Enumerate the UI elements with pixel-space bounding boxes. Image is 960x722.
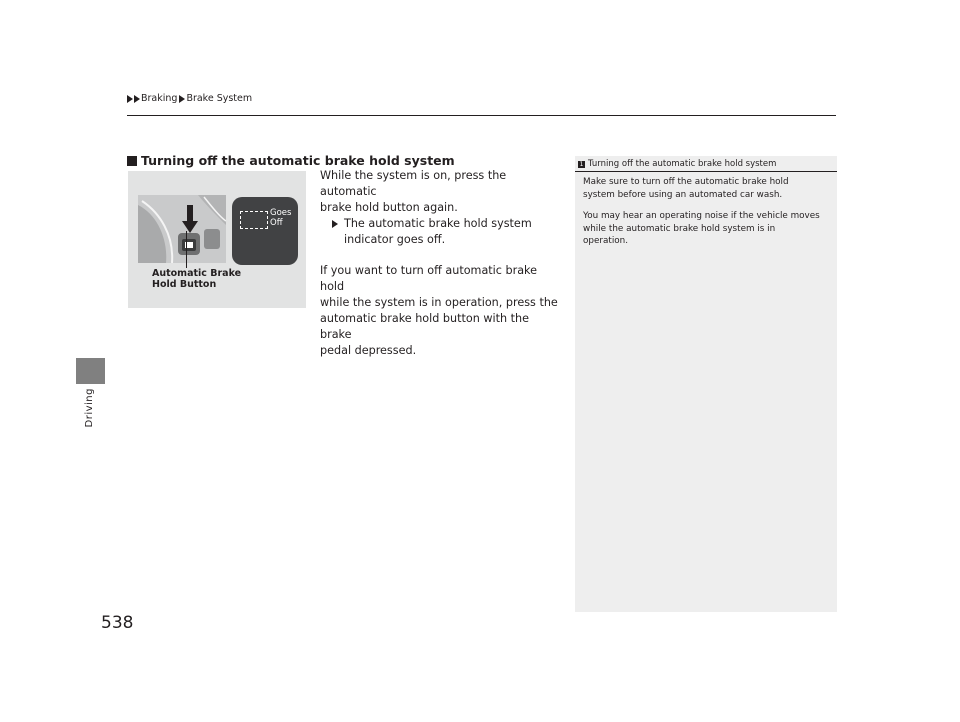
paragraph-1 — [320, 168, 560, 216]
automatic-brake-hold-button-callout — [152, 268, 241, 290]
section-tab-marker — [76, 358, 105, 384]
callout-line-2: Hold Button — [152, 279, 217, 290]
paragraph-1-line-2: brake hold button again. — [320, 201, 458, 214]
result-item — [332, 216, 560, 248]
section-tab-label: Driving — [84, 388, 95, 428]
paragraph-2-line-3: automatic brake hold button with the brake — [320, 312, 530, 341]
breadcrumb-arrow-icon — [127, 95, 133, 103]
callout-leader-line — [186, 231, 187, 268]
section-heading-text: Turning off the automatic brake hold system — [141, 153, 455, 168]
paragraph-1-line-1: While the system is on, press the automatic — [320, 169, 507, 198]
body-text — [320, 168, 560, 359]
paragraph-2-line-1: If you want to turn off automatic brake hold — [320, 264, 538, 293]
breadcrumb-item-brake-system[interactable]: Brake System — [186, 93, 253, 104]
paragraph-2-line-2: while the system is in operation, press the — [320, 296, 558, 309]
breadcrumb-arrow-icon — [179, 95, 185, 103]
note-title — [578, 159, 776, 169]
header-rule — [127, 115, 836, 116]
note-p2-line-3: operation. — [583, 236, 629, 246]
note-p2-line-1: You may hear an operating noise if the vehicle moves — [583, 211, 820, 221]
heading-square-icon — [127, 156, 137, 166]
section-heading — [127, 153, 455, 168]
breadcrumb-item-braking[interactable]: Braking — [141, 93, 178, 104]
note-panel — [575, 156, 837, 612]
note-rule — [575, 171, 837, 172]
indicator-off-label: Off — [270, 217, 283, 228]
paragraph-2 — [320, 263, 560, 359]
callout-line-1: Automatic Brake — [152, 268, 242, 279]
console-button-illustration — [138, 195, 226, 263]
result-line-2: indicator goes off. — [344, 233, 446, 246]
paragraph-2-line-4: pedal depressed. — [320, 344, 417, 357]
illustration — [128, 171, 306, 308]
instrument-panel-display — [232, 197, 298, 265]
note-body — [583, 176, 835, 248]
breadcrumb — [127, 93, 254, 104]
indicator-goes-label: Goes — [270, 208, 292, 218]
note-p2-line-2: while the automatic brake hold system is in — [583, 223, 776, 234]
note-p1-line-2: system before using an automated car wash. — [583, 189, 783, 200]
note-paragraph-2 — [583, 210, 835, 248]
brake-hold-indicator-icon — [240, 211, 268, 229]
result-arrow-icon — [332, 220, 338, 228]
note-paragraph-1 — [583, 176, 835, 201]
page-number: 538 — [101, 613, 134, 633]
note-reference-icon: 1 — [579, 160, 584, 168]
note-p1-line-1: Make sure to turn off the automatic brake hold — [583, 177, 789, 187]
note-title-text: Turning off the automatic brake hold system — [588, 159, 777, 169]
indicator-goes-off-label — [270, 209, 296, 228]
breadcrumb-arrow-icon — [134, 95, 140, 103]
result-item-text — [344, 216, 532, 248]
result-line-1: The automatic brake hold system — [344, 217, 532, 230]
